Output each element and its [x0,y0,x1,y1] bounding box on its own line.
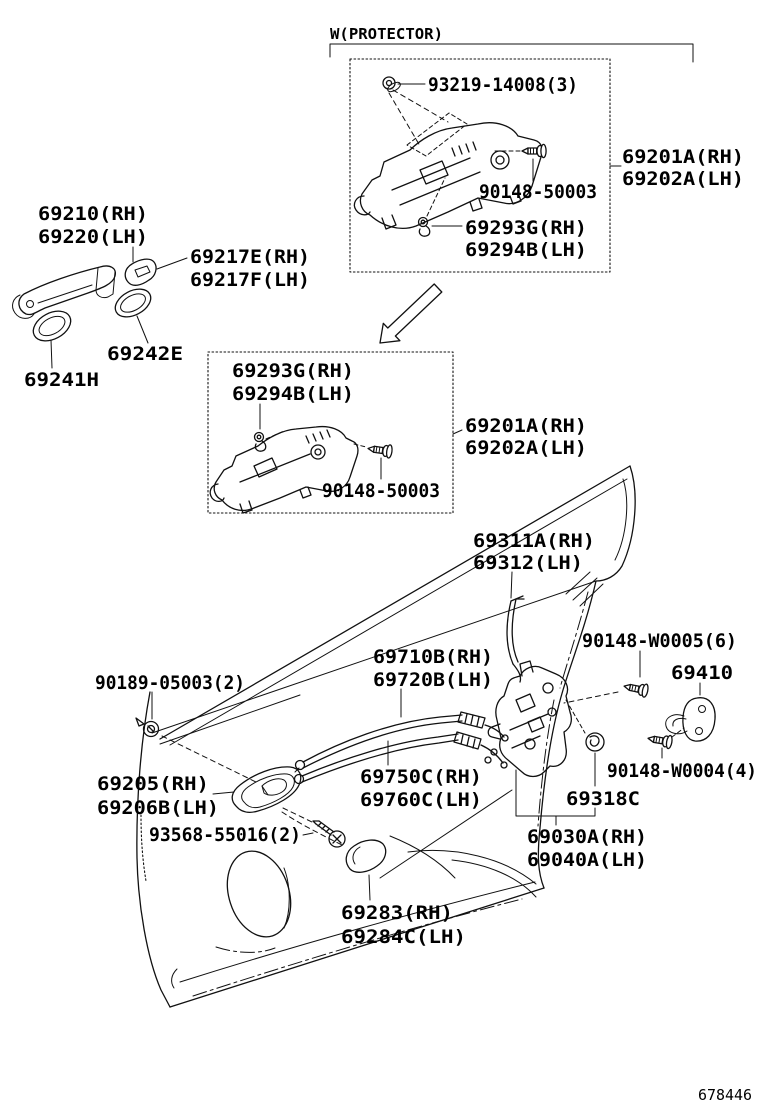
frame-screw-w0005-icon [623,680,649,698]
label-cover-rh: 69217E(RH) [190,246,310,268]
label-screw-frame-mid: 90148-50003 [322,480,440,502]
speaker-hole [217,843,301,945]
protector-bracket [330,25,693,62]
label-inner-handle-rh: 69205(RH) [97,773,209,795]
label-inner-handle-lh: 69206B(LH) [97,797,219,819]
protector-plate-outline [407,113,467,156]
detail-arrow [380,284,442,343]
label-screw-inner-handle: 93568-55016(2) [149,824,301,846]
grommet-icon [586,733,604,751]
label-lock-rod-rh: 69311A(RH) [473,530,595,552]
inner-handle-screw-icon [313,821,345,847]
middle-detail-box [208,352,587,513]
label-locking-cable-lh: 69760C(LH) [360,789,482,811]
snap-clip-icon [136,718,159,737]
remote-control-cable-drawing [296,712,509,770]
label-remote-cable-rh: 69710B(RH) [373,646,493,668]
label-screw-frame-top: 90148-50003 [479,181,597,203]
label-clip-rh-mid: 69293G(RH) [232,360,354,382]
top-detail-box [350,59,744,272]
label-frame-lh-top: 69202A(LH) [622,168,744,190]
label-screw-frame-w5: 90148-W0005(6) [582,630,737,652]
label-bolt-protector: 93219-14008(3) [428,74,578,96]
outer-handle-drawing [13,266,116,318]
label-lock-rod-lh: 69312(LH) [473,552,583,574]
handle-cup-drawing [346,840,385,872]
label-cup-lh: 69284C(LH) [341,926,466,948]
frame-screw-icon-mid [367,442,393,458]
label-clip-lh-mid: 69294B(LH) [232,383,354,405]
handle-cover-drawing [125,259,156,285]
label-striker: 69410 [671,662,733,684]
label-cup-rh: 69283(RH) [341,902,453,924]
label-lock-rh: 69030A(RH) [527,826,647,848]
label-outer-handle-lh: 69220(LH) [38,226,148,248]
label-grommet: 69318C [566,788,640,810]
label-pad-rear: 69242E [107,343,183,365]
label-snap-clip: 90189-05003(2) [95,672,245,694]
protector-note-label: W(PROTECTOR) [330,25,443,43]
figure-code: 678446 [698,1086,752,1104]
striker-drawing [666,698,715,741]
frame-screw-icon-top [522,144,546,157]
pad-rear-drawing [111,283,156,322]
label-frame-rh-top: 69201A(RH) [622,146,744,168]
inner-handle-drawing [232,767,300,812]
label-locking-cable-rh: 69750C(RH) [360,766,482,788]
label-screw-striker-w4: 90148-W0004(4) [607,760,757,782]
label-frame-rh-mid: 69201A(RH) [465,415,587,437]
label-remote-cable-lh: 69720B(LH) [373,669,493,691]
label-lock-lh: 69040A(LH) [527,849,647,871]
label-clip-rh-top: 69293G(RH) [465,217,587,239]
pad-front-drawing [28,305,76,347]
door-lock-drawing [485,661,571,777]
label-cover-lh: 69217F(LH) [190,269,310,291]
label-clip-lh-top: 69294B(LH) [465,239,587,261]
striker-screw-icon [647,732,673,749]
protector-bolt-icon [383,77,402,94]
label-pad-front: 69241H [24,369,99,391]
label-outer-handle-rh: 69210(RH) [38,203,148,225]
label-frame-lh-mid: 69202A(LH) [465,437,587,459]
